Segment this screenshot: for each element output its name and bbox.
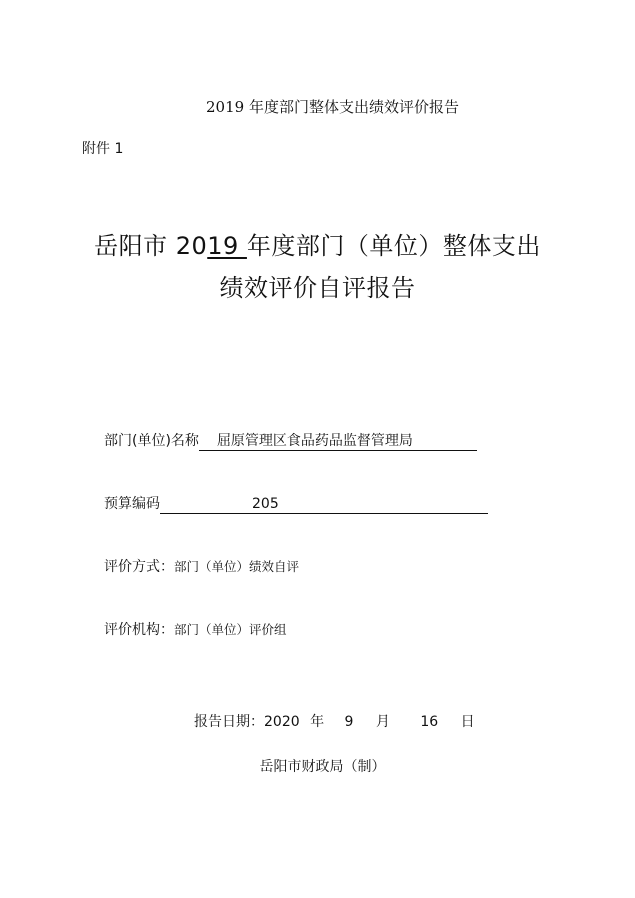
report-date-month: 9 [344, 714, 354, 730]
running-header-title: 2019 年度部门整体支出绩效评价报告 [206, 98, 459, 116]
budget-code-label: 预算编码 [104, 496, 160, 512]
budget-code-row [104, 493, 488, 514]
report-date-year-unit: 年 [310, 714, 325, 730]
dept-name-label: 部门(单位)名称 [104, 433, 199, 449]
publisher: 岳阳市财政局（制） [259, 759, 386, 775]
eval-org-row [104, 619, 287, 639]
main-title-prefix: 岳阳市 20 [94, 232, 208, 260]
attachment-label: 附件 1 [82, 141, 124, 157]
eval-method-label: 评价方式： [104, 559, 174, 575]
main-title-suffix: 年度部门（单位）整体支出 [246, 232, 541, 260]
report-date-day: 16 [420, 714, 439, 730]
eval-org-value: 部门（单位）评价组 [174, 622, 287, 637]
main-title-line-2: 绩效评价自评报告 [219, 274, 416, 302]
budget-code-value: 205 [160, 495, 488, 514]
eval-method-value: 部门（单位）绩效自评 [174, 559, 300, 574]
main-title-line-1 [0, 226, 635, 261]
report-date-day-unit: 日 [460, 714, 475, 730]
report-date-month-unit: 月 [375, 714, 390, 730]
report-date-label: 报告日期： [194, 714, 264, 730]
eval-method-row [104, 556, 299, 576]
report-date [194, 711, 475, 731]
dept-name-value: 屈原管理区食品药品监督管理局 [199, 432, 477, 451]
dept-name-row [104, 430, 477, 451]
eval-org-label: 评价机构： [104, 622, 174, 638]
report-date-year: 2020 [264, 714, 300, 730]
main-title-year-underlined: 19 [207, 232, 247, 260]
